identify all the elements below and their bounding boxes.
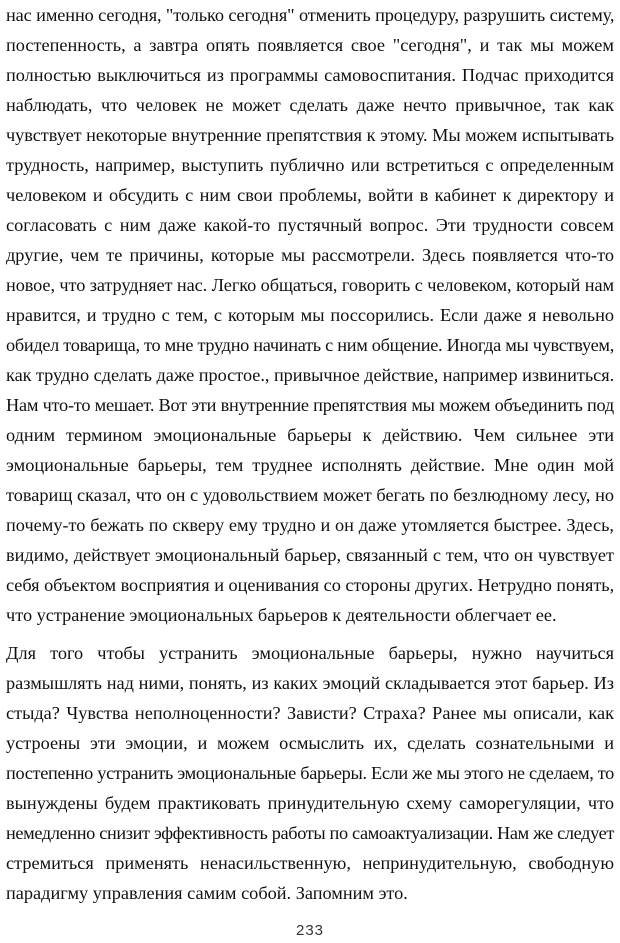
text-line: стремиться применять ненасильственную, непринудительную, свободную [6, 853, 614, 873]
text-line: что устранение эмоциональных барьеров к деятельности облегчает ее. [6, 605, 557, 625]
text-line: одним термином эмоциональные барьеры к действию. Чем сильнее эти [6, 425, 614, 445]
text-line: устроены эти эмоции, и можем осмыслить их, сделать сознательными и [6, 733, 614, 753]
text-line: эмоциональные барьеры, тем труднее исполнять действие. Мне один мой [6, 455, 614, 475]
text-line: размышлять над ними, понять, из каких эмоций складывается этот барьер. Из [6, 673, 614, 693]
text-line: Для того чтобы устранить эмоциональные барьеры, нужно научиться [6, 643, 614, 663]
text-line: другие, чем те причины, которые мы рассмотрели. Здесь появляется что-то [6, 245, 614, 265]
text-line: чувствует некоторые внутренние препятствия к этому. Мы можем испытывать [6, 125, 614, 145]
text-line: наблюдать, что человек не может сделать даже нечто привычное, так как [6, 95, 614, 115]
text-line: парадигму управления самим собой. Запомним это. [6, 883, 408, 903]
text-line: согласовать с ним даже какой-то пустячный вопрос. Эти трудности совсем [6, 215, 614, 235]
text-line: немедленно снизит эффективность работы по самоактуализации. Нам же следует [6, 823, 614, 843]
text-line: нравится, и трудно с тем, с которым мы поссорились. Если даже я невольно [6, 305, 614, 325]
text-line: постепенность, а завтра опять появляется свое "сегодня", и так мы можем [6, 35, 614, 55]
text-line: стыда? Чувства неполноценности? Зависти? Страха? Ранее мы описали, как [6, 703, 614, 723]
text-line: человеком и обсудить с ним свои проблемы, войти в кабинет к директору и [6, 185, 614, 205]
text-line: постепенно устранить эмоциональные барьеры. Если же мы этого не сделаем, то [6, 763, 614, 783]
text-line: трудность, например, выступить публично или встретиться с определенным [6, 155, 614, 175]
text-line: вынуждены будем практиковать принудительную схему саморегуляции, что [6, 793, 614, 813]
text-line: полностью выключиться из программы самовоспитания. Подчас приходится [6, 65, 614, 85]
text-line: обидел товарища, то мне трудно начинать с ним общение. Иногда мы чувствуем, [6, 335, 614, 355]
text-line: товарищ сказал, что он с удовольствием может бегать по безлюдному лесу, но [6, 485, 614, 505]
text-line: как трудно сделать даже простое., привычное действие, например извиниться. [6, 365, 615, 385]
text-line: новое, что затрудняет нас. Легко общаться, говорить с человеком, который нам [6, 275, 614, 295]
text-line: нас именно сегодня, "только сегодня" отменить процедуру, разрушить систему, [6, 5, 615, 25]
text-line: почему-то бежать по скверу ему трудно и он даже утомляется быстрее. Здесь, [6, 515, 614, 535]
text-line: Нам что-то мешает. Вот эти внутренние препятствия мы можем объединить под [6, 395, 614, 415]
text-line: видимо, действует эмоциональный барьер, связанный с тем, что он чувствует [6, 545, 614, 565]
paragraph-1 [6, 0, 614, 630]
text-line: себя объектом восприятия и оценивания со стороны других. Нетрудно понять, [6, 575, 615, 595]
page-number: 233 [295, 922, 325, 939]
paragraph-2 [6, 638, 614, 908]
